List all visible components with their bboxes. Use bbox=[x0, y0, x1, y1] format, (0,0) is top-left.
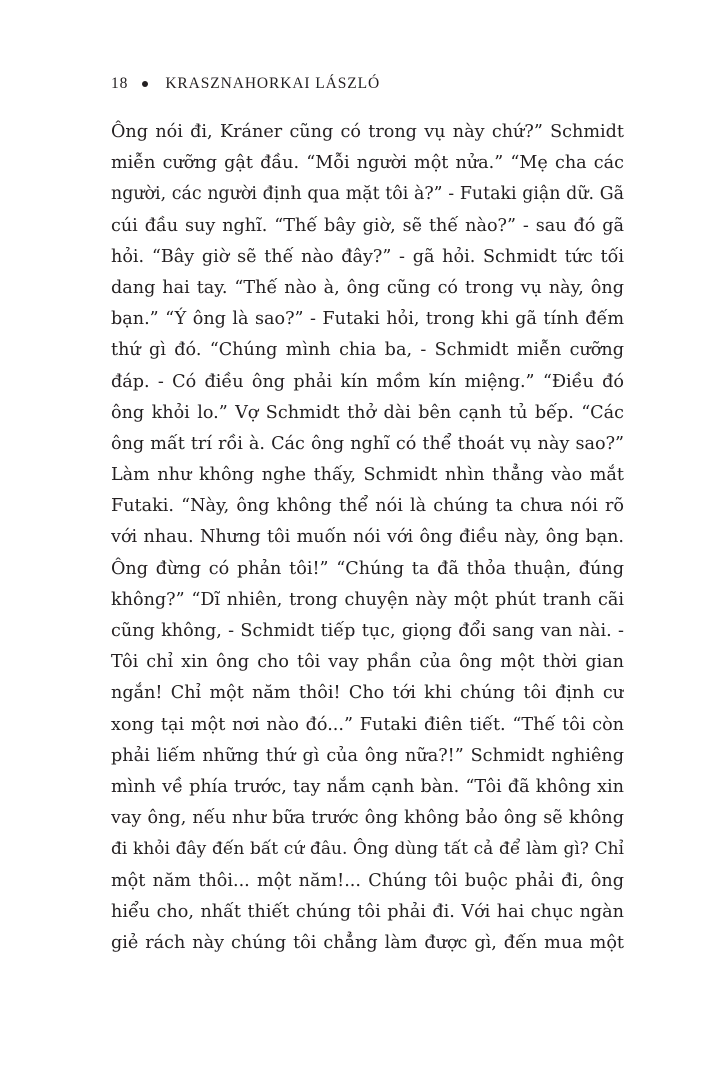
text-line: cúi đầu suy nghĩ. “Thế bây giờ, sẽ thế nào?” - sau đó gã bbox=[111, 215, 624, 236]
page-number: 18 bbox=[111, 75, 129, 92]
text-line: Ông nói đi, Kráner cũng có trong vụ này chứ?” Schmidt bbox=[111, 122, 624, 142]
text-line: ông mất trí rồi à. Các ông nghĩ có thể thoát vụ này sao?” bbox=[111, 433, 624, 454]
text-line: người, các người định qua mặt tôi à?” - Futaki giận dữ. Gã bbox=[111, 184, 624, 205]
running-header bbox=[111, 73, 380, 95]
text-line: đi khỏi đây đến bất cứ đâu. Ông dùng tất cả để làm gì? Chỉ bbox=[111, 839, 624, 860]
text-line: ông khỏi lo.” Vợ Schmidt thở dài bên cạnh tủ bếp. “Các bbox=[111, 402, 624, 423]
text-line: hiểu cho, nhất thiết chúng tôi phải đi. Với hai chục ngàn bbox=[111, 901, 624, 922]
text-line: Làm như không nghe thấy, Schmidt nhìn thẳng vào mắt bbox=[111, 465, 624, 486]
author-name: KRASZNAHORKAI LÁSZLÓ bbox=[165, 75, 381, 92]
text-line: miễn cưỡng gật đầu. “Mỗi người một nửa.” “Mẹ cha các bbox=[111, 153, 624, 174]
text-line: với nhau. Nhưng tôi muốn nói với ông điều này, ông bạn. bbox=[111, 527, 624, 548]
text-line: Tôi chỉ xin ông cho tôi vay phần của ông một thời gian bbox=[111, 652, 624, 673]
text-line: hỏi. “Bây giờ sẽ thế nào đây?” - gã hỏi. Schmidt tức tối bbox=[111, 246, 624, 267]
bullet-separator bbox=[142, 81, 148, 87]
text-line: một năm thôi... một năm!... Chúng tôi buộc phải đi, ông bbox=[111, 870, 624, 891]
text-line: bạn.” “Ý ông là sao?” - Futaki hỏi, trong khi gã tính đếm bbox=[111, 309, 624, 330]
text-line: thứ gì đó. “Chúng mình chia ba, - Schmidt miễn cưỡng bbox=[111, 340, 624, 361]
text-line: giẻ rách này chúng tôi chẳng làm được gì, đến mua một bbox=[111, 932, 624, 953]
text-line: Futaki. “Này, ông không thể nói là chúng ta chưa nói rõ bbox=[111, 496, 624, 517]
text-line: phải liếm những thứ gì của ông nữa?!” Schmidt nghiêng bbox=[111, 745, 624, 766]
text-line: Ông đừng có phản tôi!” “Chúng ta đã thỏa thuận, đúng bbox=[111, 558, 624, 579]
text-line: ngắn! Chỉ một năm thôi! Cho tới khi chúng tôi định cư bbox=[111, 683, 624, 704]
text-line: mình về phía trước, tay nắm cạnh bàn. “Tôi đã không xin bbox=[111, 776, 624, 797]
body-text bbox=[111, 117, 624, 959]
text-line: dang hai tay. “Thế nào à, ông cũng có trong vụ này, ông bbox=[111, 277, 624, 298]
text-line: xong tại một nơi nào đó...” Futaki điên tiết. “Thế tôi còn bbox=[111, 714, 624, 735]
text-line: vay ông, nếu như bữa trước ông không bảo ông sẽ không bbox=[111, 808, 624, 829]
text-line: đáp. - Có điều ông phải kín mồm kín miệng.” “Điều đó bbox=[111, 371, 624, 392]
text-line: cũng không, - Schmidt tiếp tục, giọng đổi sang van nài. - bbox=[111, 621, 624, 641]
text-line: không?” “Dĩ nhiên, trong chuyện này một phút tranh cãi bbox=[111, 589, 624, 610]
